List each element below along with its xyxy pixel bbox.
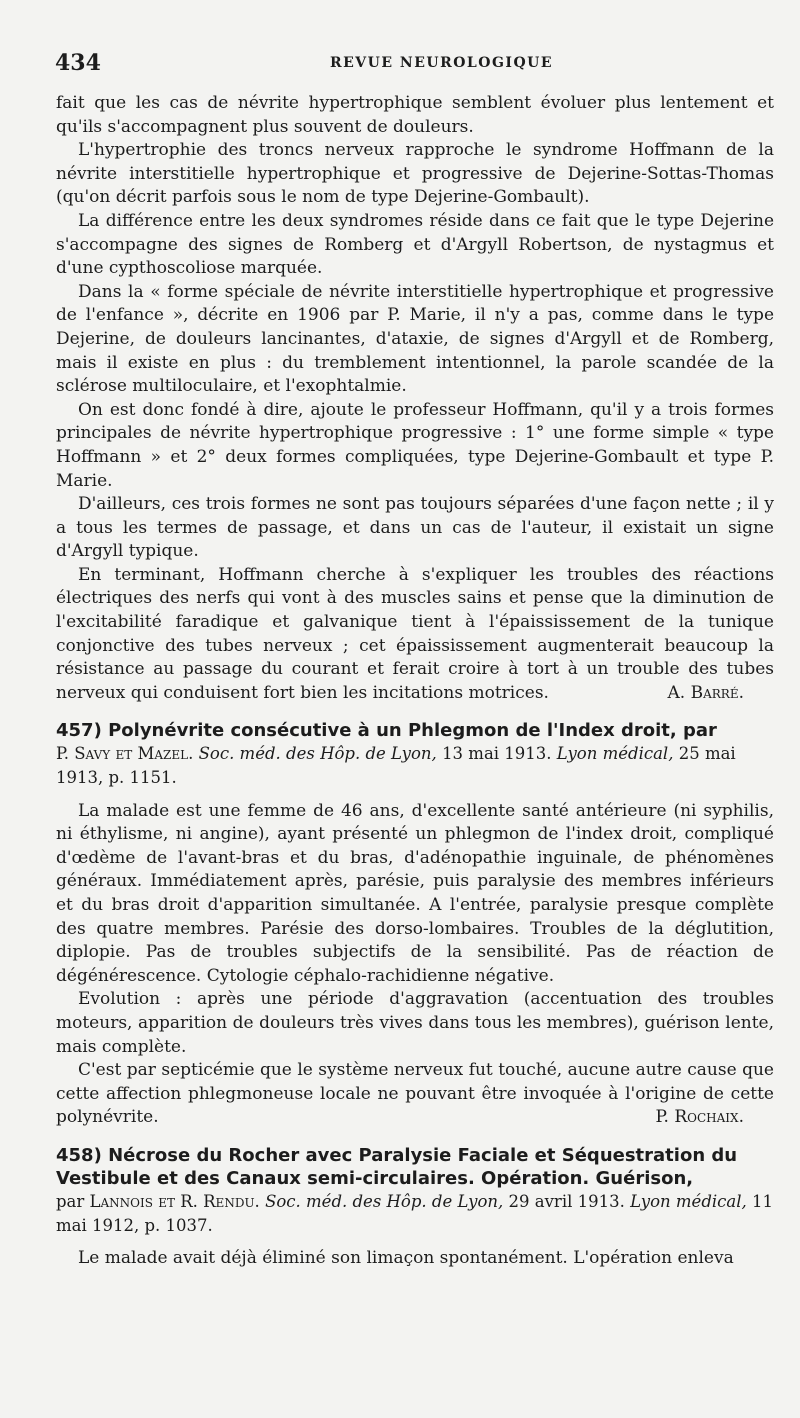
abstract-457 bbox=[56, 719, 774, 1130]
hoffmann-review-continuation bbox=[56, 92, 774, 705]
reference-journal-2: Lyon médical, bbox=[556, 744, 674, 764]
body-paragraph: Le malade avait déjà éliminé son limaçon spontanément. L'opération enleva bbox=[78, 1248, 734, 1269]
page-body bbox=[56, 92, 774, 1271]
article-reference bbox=[56, 742, 774, 789]
article-number: 457) bbox=[56, 720, 102, 742]
article-heading bbox=[56, 719, 774, 742]
reference-authors: P. Savy et Mazel. bbox=[56, 744, 194, 764]
reference-journal: Soc. méd. des Hôp. de Lyon, bbox=[265, 1191, 504, 1211]
body-paragraph: fait que les cas de névrite hypertrophique semblent évoluer plus lentement et qu'ils s'accompagnent plus souvent de douleurs. bbox=[56, 93, 774, 137]
body-paragraph: Dans la « forme spéciale de névrite interstitielle hypertrophique et progressive de l'enfance », décrite en 1906 par P. Marie, il n'y a pas, comme dans le type Dejerine, de douleurs lancinantes, d'ataxie, de signes d'Argyll et de Romberg, mais il existe en plus : du tremblement intentionnel, la parole scandée de la sclérose multiloculaire, et l'exophtalmie. bbox=[56, 281, 774, 397]
reference-journal-2: Lyon médical, bbox=[630, 1191, 747, 1211]
reference-page: 25 mai 1913, p. 1151. bbox=[56, 744, 736, 788]
body-paragraph: Evolution : après une période d'aggravation (accentuation des troubles moteurs, apparition de douleurs très vives dans tous les membres), guérison lente, mais complète. bbox=[56, 989, 774, 1057]
reference-journal: Soc. méd. des Hôp. de Lyon, bbox=[198, 744, 437, 764]
article-title: Polynévrite consécutive à un Phlegmon de l'Index droit, bbox=[108, 720, 677, 742]
body-paragraph: La malade est une femme de 46 ans, d'excellente santé antérieure (ni syphilis, ni éthylisme, ni angine), ayant présenté un phlegmon de l'index droit, compliqué d'œdème de l'avant-bras et du bras, d'adénopathie inguinale, de phénomènes généraux. Immédiatement après, parésie, puis paralysie des membres inférieurs et du bras droit d'apparition simultanée. A l'entrée, paralysie presque complète des quatre membres. Parésie des dorso-lombaires. Troubles de la déglutition, diplopie. Pas de troubles subjectifs de la sensibilité. Pas de réaction de dégénérescence. Cytologie céphalo-rachidienne négative. bbox=[56, 800, 774, 986]
reference-date: 29 avril 1913. bbox=[508, 1191, 625, 1211]
reviewer-signature: P. Rochaix. bbox=[655, 1107, 744, 1128]
abstract-458 bbox=[56, 1144, 774, 1271]
page-header bbox=[55, 50, 775, 80]
body-paragraph: On est donc fondé à dire, ajoute le professeur Hoffmann, qu'il y a trois formes principales de névrite hypertrophique progressive : 1° une forme simple « type Hoffmann » et 2° deux formes compliquées, type Dejerine-Gombault et type P. Marie. bbox=[56, 399, 774, 491]
article-reference bbox=[56, 1190, 774, 1237]
body-paragraph: C'est par septicémie que le système nerveux fut touché, aucune autre cause que cette affection phlegmoneuse locale ne pouvant être invoquée à l'origine de cette polynévrite. bbox=[56, 1060, 774, 1128]
article-number: 458) bbox=[56, 1144, 102, 1166]
article-body bbox=[56, 800, 774, 1130]
reference-date: 13 mai 1913. bbox=[442, 744, 552, 764]
reference-authors: Lannois et R. Rendu. bbox=[89, 1191, 260, 1211]
reviewer-signature: A. Barré. bbox=[667, 682, 744, 703]
article-by: par bbox=[56, 1191, 85, 1211]
journal-title: REVUE NEUROLOGIQUE bbox=[330, 55, 554, 71]
body-paragraph: D'ailleurs, ces trois formes ne sont pas toujours séparées d'une façon nette ; il y a tous les termes de passage, et dans un cas de l'auteur, il existait un signe d'Argyll typique. bbox=[56, 494, 774, 562]
article-body bbox=[56, 1247, 774, 1271]
reference-page: 11 mai 1912, p. 1037. bbox=[56, 1191, 774, 1235]
body-paragraph: L'hypertrophie des troncs nerveux rapproche le syndrome Hoffmann de la névrite interstitielle hypertrophique et progressive de Dejerine-Sottas-Thomas (qu'on décrit parfois sous le nom de type Dejerine-Gombault). bbox=[56, 140, 774, 208]
article-heading bbox=[56, 1144, 774, 1190]
body-paragraph: En terminant, Hoffmann cherche à s'expliquer les troubles des réactions électriques des nerfs qui vont à des muscles sains et pense que la diminution de l'excitabilité faradique et galvanique tient à l'épaississement de la tunique conjonctive des tubes nerveux ; cet épaississement augmenterait beaucoup la résistance au passage du courant et ferait croire à tort à un trouble des tubes nerveux qui conduisent fort bien les incitations motrices. bbox=[56, 564, 774, 703]
article-title: Nécrose du Rocher avec Paralysie Faciale et Séquestration du Vestibule et des Canaux semi-circulaires. Opération. Guérison, bbox=[56, 1144, 738, 1189]
body-paragraph: La différence entre les deux syndromes réside dans ce fait que le type Dejerine s'accompagne des signes de Romberg et d'Argyll Robertson, de nystagmus et d'une cypthoscoliose marquée. bbox=[56, 210, 774, 279]
page-number: 434 bbox=[55, 50, 101, 76]
article-by: par bbox=[676, 720, 717, 742]
